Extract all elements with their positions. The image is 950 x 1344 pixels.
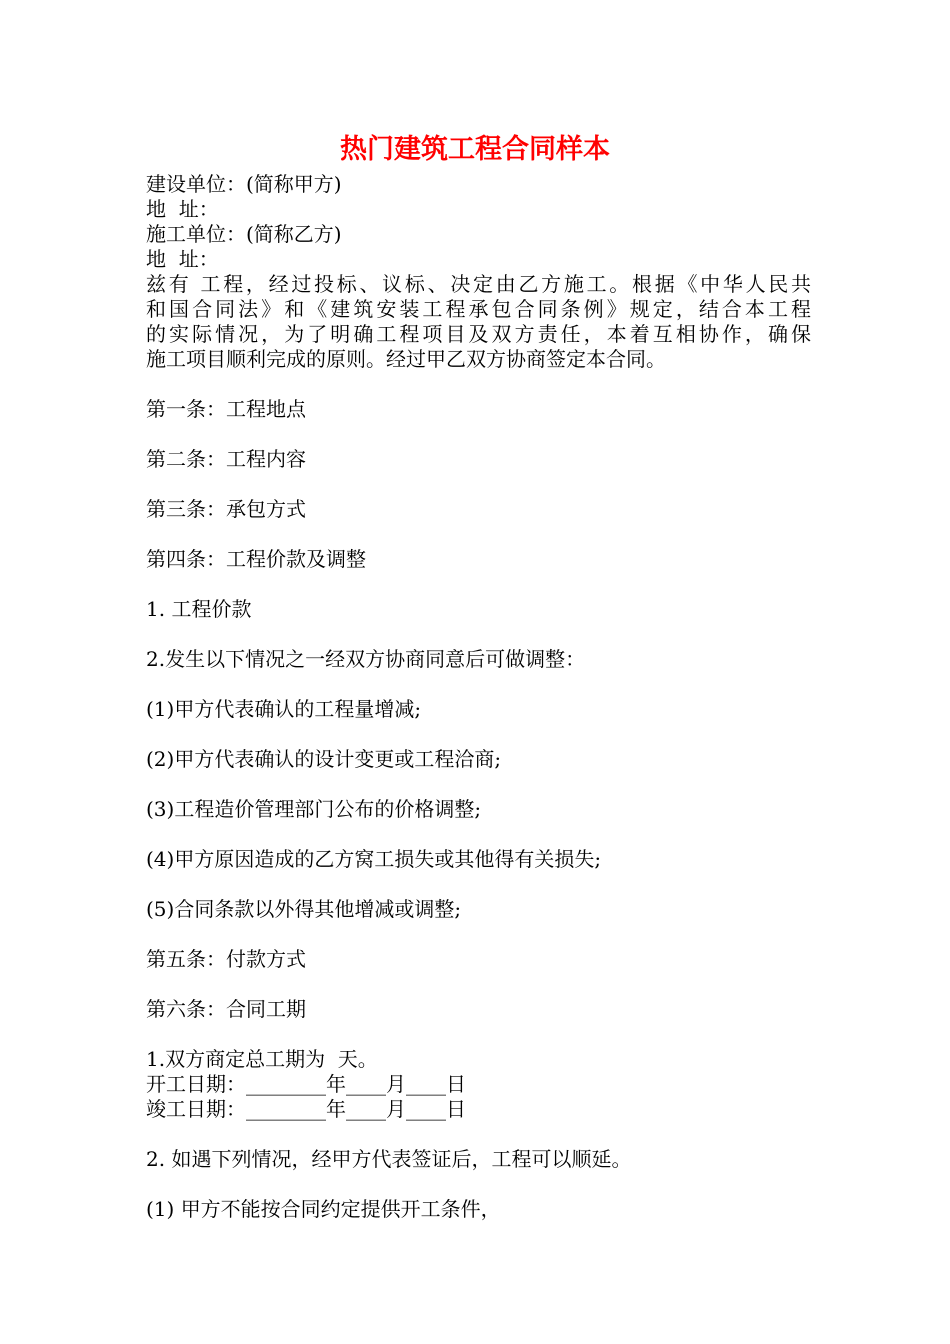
- article-6-item-2: 2. 如遇下列情况，经甲方代表签证后，工程可以顺延。: [146, 1147, 632, 1171]
- preamble-line: 施工项目顺利完成的原则。经过甲乙双方协商签定本合同。: [146, 347, 666, 371]
- document-title: 热门建筑工程合同样本: [340, 134, 610, 165]
- party-a-unit: 建设单位：(简称甲方): [146, 172, 342, 196]
- article-2: 第二条：工程内容: [146, 447, 306, 471]
- article-4-sub-item: (4)甲方原因造成的乙方窝工损失或其他得有关损失;: [146, 847, 602, 871]
- article-5: 第五条：付款方式: [146, 947, 306, 971]
- party-b-address: 地 址：: [146, 247, 219, 271]
- end-date: 竣工日期：________年____月____日: [146, 1097, 466, 1121]
- start-date: 开工日期：________年____月____日: [146, 1072, 466, 1096]
- preamble-line: 的实际情况，为了明确工程项目及双方责任，本着互相协作，确保: [146, 322, 811, 346]
- article-4: 第四条：工程价款及调整: [146, 547, 366, 571]
- preamble-line: 和国合同法》和《建筑安装工程承包合同条例》规定，结合本工程: [146, 297, 811, 321]
- article-6-item-2-sub-1: (1) 甲方不能按合同约定提供开工条件，: [146, 1197, 501, 1221]
- party-b-unit: 施工单位：(简称乙方): [146, 222, 342, 246]
- article-4-sub-item: (2)甲方代表确认的设计变更或工程洽商;: [146, 747, 502, 771]
- party-a-address: 地 址：: [146, 197, 219, 221]
- article-4-item-1: 1. 工程价款: [146, 597, 252, 621]
- article-4-sub-item: (5)合同条款以外得其他增减或调整;: [146, 897, 462, 921]
- article-3: 第三条：承包方式: [146, 497, 306, 521]
- preamble-line: 兹有 工程，经过投标、议标、决定由乙方施工。根据《中华人民共: [146, 272, 811, 296]
- article-4-sub-item: (1)甲方代表确认的工程量增减;: [146, 697, 422, 721]
- article-6: 第六条：合同工期: [146, 997, 306, 1021]
- document-body: [146, 172, 811, 1222]
- article-4-item-2: 2.发生以下情况之一经双方协商同意后可做调整：: [146, 647, 586, 671]
- article-6-item-1: 1.双方商定总工期为 天。: [146, 1047, 378, 1071]
- article-4-sub-item: (3)工程造价管理部门公布的价格调整;: [146, 797, 482, 821]
- article-1: 第一条：工程地点: [146, 397, 306, 421]
